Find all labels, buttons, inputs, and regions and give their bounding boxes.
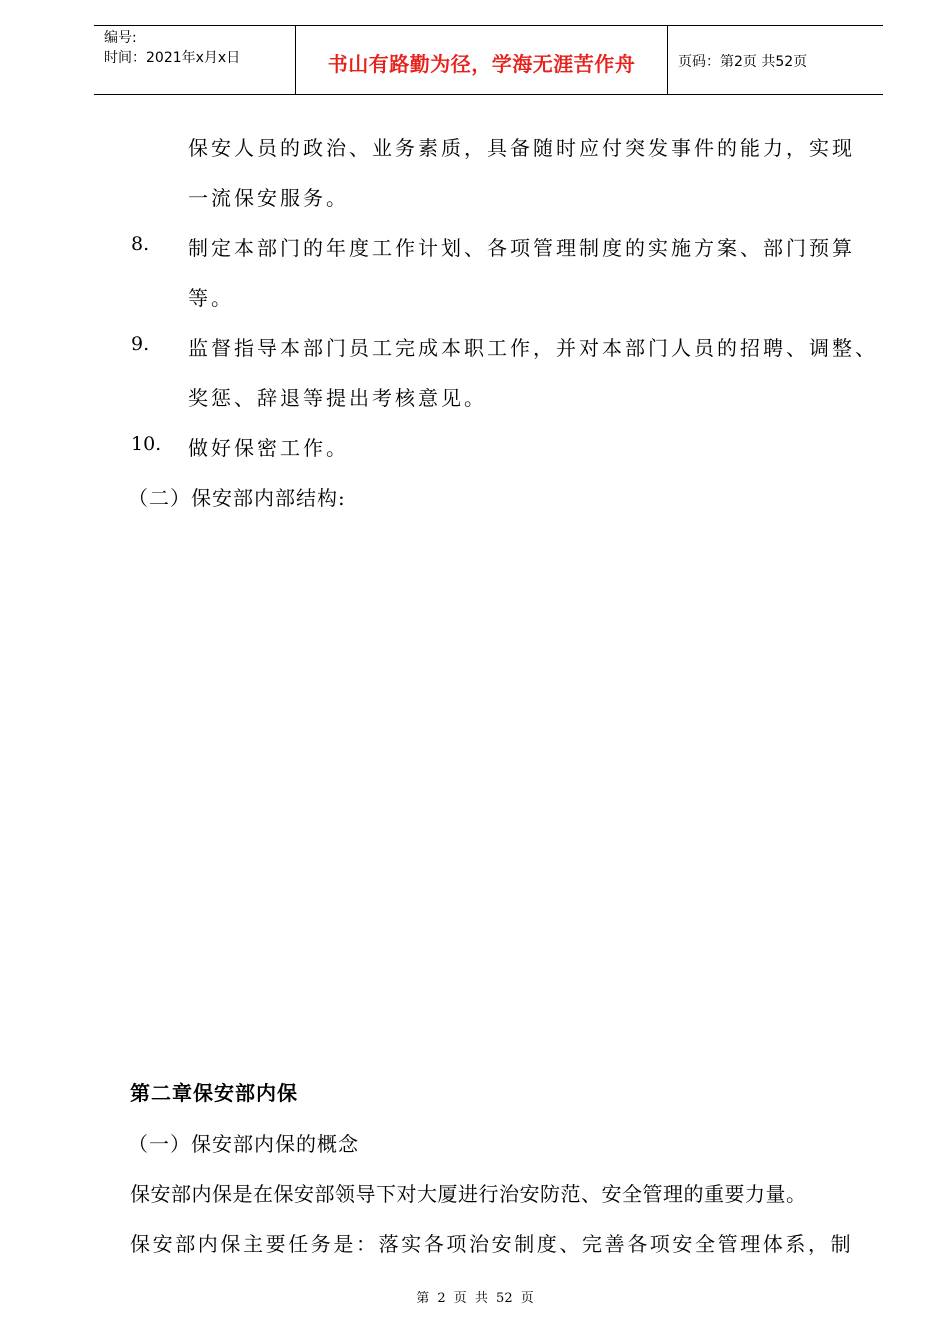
body-text-line: 一流保安服务。 — [188, 186, 349, 210]
header-motto: 书山有路勤为径，学海无涯苦作舟 — [327, 52, 636, 76]
section-heading: （二）保安部内部结构: — [128, 486, 346, 510]
section-heading: （一）保安部内保的概念 — [128, 1132, 359, 1156]
chapter-title: 第二章保安部内保 — [130, 1081, 298, 1105]
header-divider — [667, 26, 668, 94]
list-item-number: 9. — [131, 333, 150, 355]
list-item-number: 10. — [131, 433, 162, 455]
list-item-number: 8. — [131, 233, 150, 255]
list-item-text: 奖惩、辞退等提出考核意见。 — [188, 386, 487, 410]
page-footer: 第 2 页 共 52 页 — [416, 1291, 534, 1306]
body-text-line: 保安部内保是在保安部领导下对大厦进行治安防范、安全管理的重要力量。 — [130, 1182, 807, 1206]
header-page-info: 页码：第2页 共52页 — [678, 54, 808, 70]
header-number-label: 编号: — [104, 30, 137, 46]
body-text-line: 保安人员的政治、业务素质，具备随时应付突发事件的能力，实现 — [188, 136, 855, 160]
list-item-text: 等。 — [188, 286, 234, 310]
header-time-label: 时间：2021年x月x日 — [104, 50, 241, 66]
list-item-text: 监督指导本部门员工完成本职工作，并对本部门人员的招聘、调整、 — [188, 336, 878, 360]
header-meta — [104, 28, 240, 68]
body-text-line: 保安部内保主要任务是：落实各项治安制度、完善各项安全管理体系，制 — [130, 1232, 854, 1256]
page-header — [94, 25, 883, 95]
list-item-text: 做好保密工作。 — [188, 436, 349, 460]
list-item-text: 制定本部门的年度工作计划、各项管理制度的实施方案、部门预算 — [188, 236, 855, 260]
